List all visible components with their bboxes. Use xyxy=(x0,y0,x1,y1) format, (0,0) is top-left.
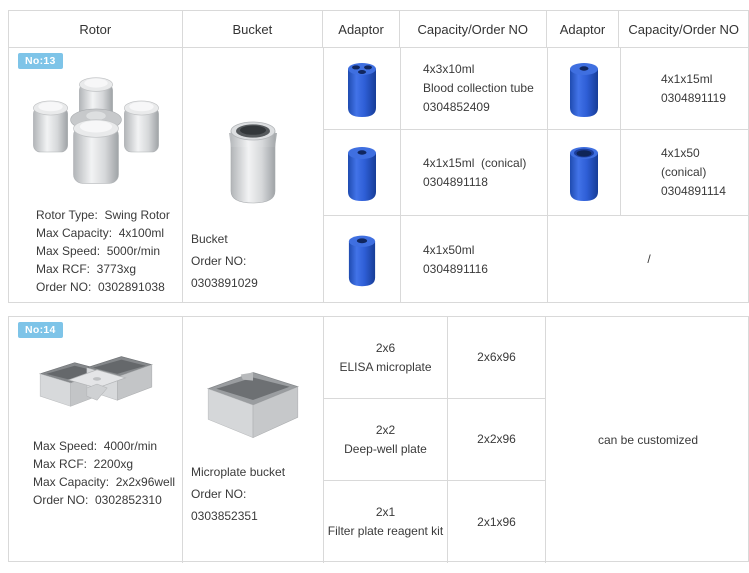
adaptor-1hole-icon xyxy=(565,58,603,120)
customized-cell xyxy=(546,317,749,563)
capacity-order-no: 0304891116 xyxy=(423,261,488,276)
capacity-size: 4x1x15ml xyxy=(661,71,713,86)
capacity-order-no: 0304891119 xyxy=(661,90,726,105)
bucket-name: Bucket xyxy=(191,232,228,246)
header-bucket: Bucket xyxy=(183,11,324,47)
plate-capacity-cell-2x2x96 xyxy=(448,399,546,481)
empty-slash-cell xyxy=(548,216,749,303)
microplate-bucket-image xyxy=(183,317,323,447)
plate-config: 2x6 xyxy=(375,340,396,355)
capacity-desc: Blood collection tube xyxy=(423,81,534,95)
plate-config: 2x1 xyxy=(375,505,396,519)
capacity-order-no: 0304891118 xyxy=(423,174,488,189)
plate-capacity: 2x6x96 xyxy=(477,350,516,364)
capacity-size: 4x1x50 (conical) xyxy=(661,146,707,179)
header-capacity-1: Capacity/Order NO xyxy=(400,11,547,47)
rotor-spec-speed: Max Speed: 4000r/min xyxy=(33,439,158,453)
adaptor-3hole-icon xyxy=(343,58,381,120)
bucket-cell-no14 xyxy=(183,317,324,563)
capacity-cell-4x1x50 xyxy=(401,216,548,303)
rotor-spec-type: Rotor Type: Swing Rotor xyxy=(36,208,170,222)
bucket-labels xyxy=(183,212,323,294)
plate-type-cell-2x2 xyxy=(324,399,448,481)
adaptor-cell-4x3x10 xyxy=(324,48,401,130)
adaptor-cell-4x1x15-conical xyxy=(324,130,401,216)
rotor-specs xyxy=(9,429,182,509)
rotor-spec-rcf: Max RCF: 3773xg xyxy=(36,262,137,276)
plate-type-cell-2x1 xyxy=(324,481,448,563)
rotor-spec-capacity: Max Capacity: 2x2x96well xyxy=(33,475,176,489)
adaptor-1hole-icon xyxy=(343,141,381,205)
capacity-size: 4x3x10ml xyxy=(423,62,475,76)
section-no14 xyxy=(8,316,749,562)
customized-note: can be customized xyxy=(597,432,699,447)
capacity-cell-4x1x15-conical xyxy=(401,130,548,216)
adaptor-ring-icon xyxy=(565,141,603,205)
capacity-order-no: 0304852409 xyxy=(423,100,490,114)
table-header-row xyxy=(8,10,749,48)
capacity-order-no: 0304891114 xyxy=(661,184,726,198)
bucket-name: Microplate bucket xyxy=(191,465,286,479)
rotor-cell-no14 xyxy=(9,317,183,563)
section-no13 xyxy=(8,48,749,303)
row-number-badge: No:14 xyxy=(18,322,63,338)
rotor-spec-speed: Max Speed: 5000r/min xyxy=(36,244,161,258)
bucket-cell-no13 xyxy=(183,48,324,303)
plate-capacity-cell-2x6x96 xyxy=(448,317,546,399)
row-number-badge: No:13 xyxy=(18,53,63,69)
capacity-cell-4x3x10 xyxy=(401,48,548,130)
rotor-spec-capacity: Max Capacity: 4x100ml xyxy=(36,226,165,240)
bucket-order-no: Order NO: 0303852351 xyxy=(191,487,258,523)
rotor-spec-order-no: Order NO: 0302852310 xyxy=(33,493,162,507)
adaptor-cell-4x1x50-conical xyxy=(548,130,621,216)
capacity-size: 4x1x50ml xyxy=(423,242,475,257)
rotor-cell-no13 xyxy=(9,48,183,303)
plate-config: 2x2 xyxy=(375,422,396,437)
adaptor-cell-4x1x15 xyxy=(548,48,621,130)
header-rotor: Rotor xyxy=(9,11,183,47)
plate-name: Deep-well plate xyxy=(344,441,427,456)
plate-capacity: 2x2x96 xyxy=(477,432,516,446)
rotor-spec-order-no: Order NO: 0302891038 xyxy=(36,280,165,294)
plate-capacity: 2x1x96 xyxy=(477,514,516,529)
bucket-labels xyxy=(183,447,323,527)
plate-capacity-cell-2x1x96 xyxy=(448,481,546,563)
swing-rotor-image xyxy=(9,48,182,198)
capacity-cell-4x1x50-conical xyxy=(621,130,749,216)
slash-placeholder: / xyxy=(647,252,651,266)
plate-name: ELISA microplate xyxy=(339,359,432,374)
header-adaptor-2: Adaptor xyxy=(547,11,620,47)
adaptor-cell-4x1x50 xyxy=(324,216,401,303)
rotor-specs xyxy=(9,198,182,296)
bucket-image xyxy=(183,48,323,212)
header-adaptor-1: Adaptor xyxy=(323,11,400,47)
rotor-spec-rcf: Max RCF: 2200xg xyxy=(33,457,134,471)
capacity-cell-4x1x15ml xyxy=(621,48,749,130)
plate-type-cell-2x6 xyxy=(324,317,448,399)
header-capacity-2: Capacity/Order NO xyxy=(628,21,739,37)
adaptor-1hole-icon xyxy=(343,231,381,289)
plate-name: Filter plate reagent kit xyxy=(327,524,444,538)
bucket-order-no: Order NO: 0303891029 xyxy=(191,254,258,290)
capacity-size: 4x1x15ml (conical) xyxy=(423,155,527,170)
